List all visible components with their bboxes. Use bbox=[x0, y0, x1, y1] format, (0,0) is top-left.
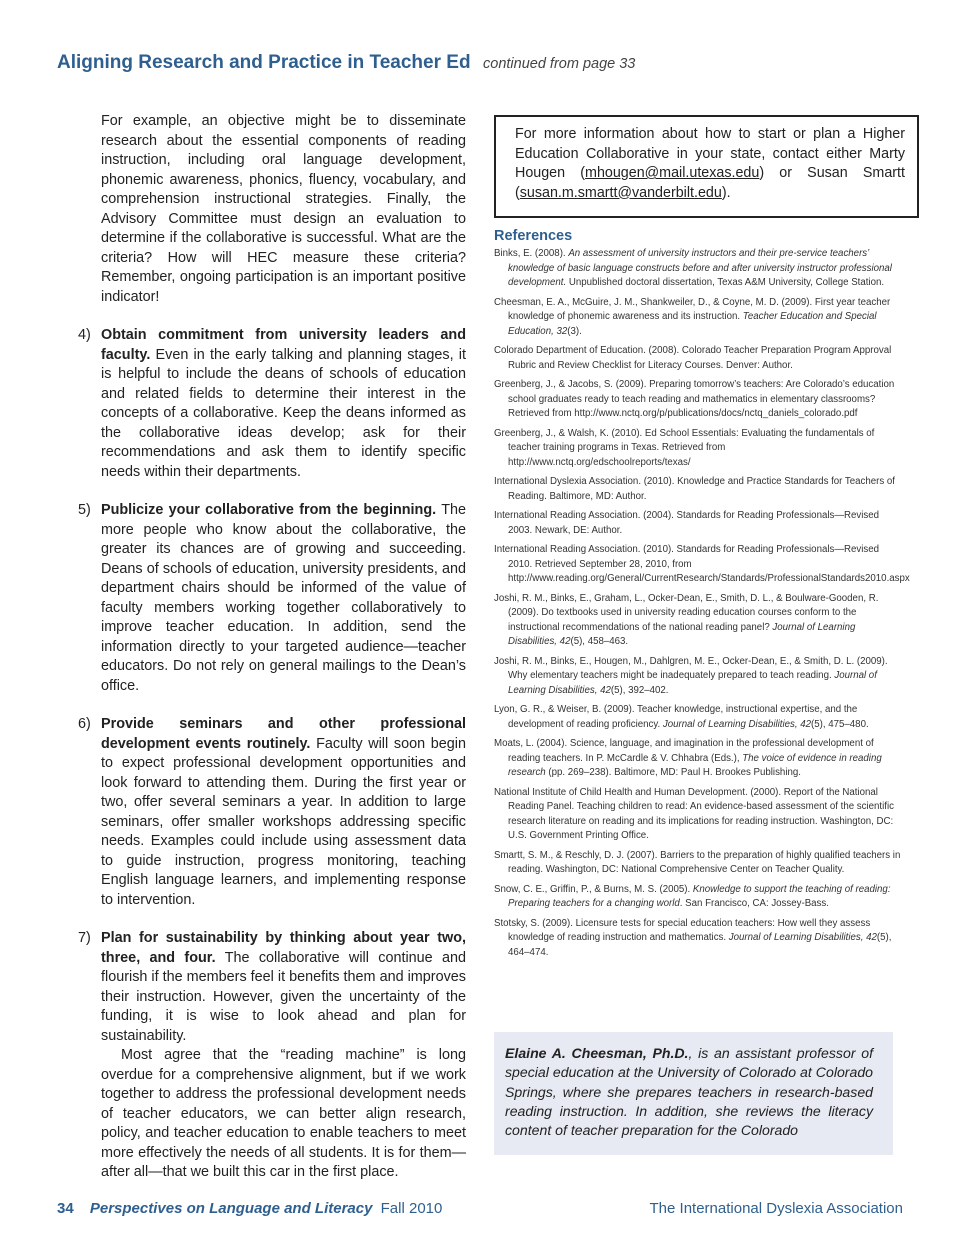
list-item-heading: Plan for sustainability by thinking about year two, three, and four. bbox=[101, 930, 466, 966]
reference-text: (pp. 269–238). Baltimore, MD: Paul H. Brookes Publishing. bbox=[545, 767, 801, 778]
reference-title: Journal of Learning Disabilities, 42 bbox=[508, 621, 856, 647]
email-link-hougen[interactable]: mhougen@mail.utexas.edu bbox=[585, 165, 760, 181]
info-text: For more information about how to start or plan a Higher Education Collaborative in your state, contact either Marty Hougen ( bbox=[515, 126, 905, 181]
reference-entry bbox=[494, 344, 902, 373]
intro-paragraph: For example, an objective might be to disseminate research about the essential components of reading instruction, including oral language development, phonemic awareness, phonics, fluency, vocabulary, and comprehension instructional strategies. Finally, the Advisory Committee must design an evaluation to determine if the collaborative is successful. What are the criteria? How will HEC measure these criteria? Remember, ongoing participation is an important positive indicator! bbox=[101, 113, 466, 305]
reference-text: (3). bbox=[567, 325, 582, 337]
list-item-body: Even in the early talking and planning stages, it is helpful to include the deans of schools of education and related fields to determine their interest in the concepts of a collaborative. Keep the deans informed as the collaborative ideas develop; ask for their recommendations and ask them to identify specific needs within their departments. bbox=[101, 346, 466, 480]
reference-entry bbox=[494, 655, 902, 699]
reference-text: Lyon, G. R., & Weiser, B. (2009). Teacher knowledge, instructional expertise, and the development of reading proficiency. bbox=[494, 704, 858, 730]
reference-text: National Institute of Child Health and Human Development. (2000). Report of the National Reading Panel. Teaching children to read: An evidence-based assessment of the scientific research literature on reading and its implications for reading instruction. Washington, DC: U.S. Government Printing Office. bbox=[494, 786, 894, 841]
bio-text: , is an assistant professor of special education at the University of Colorado at Colorado Springs, where she prepares teachers in research-based reading instruction. In addition, she reviews the literacy content of teacher preparation for the Colorado bbox=[505, 1045, 873, 1139]
author-bio bbox=[494, 1032, 893, 1155]
list-item-body: The more people who know about the collaborative, the greater its chances are of growing and succeeding. Deans of schools of education, university presidents, and department chairs should be informed of the value of faculty members working together collaboratively to improve teacher education. In addition, send the information directly to your targeted audience—teacher educators. Do not rely on general mailings to the Dean’s office. bbox=[101, 502, 466, 694]
reference-text: Cheesman, E. A., McGuire, J. M., Shankweiler, D., & Coyne, M. D. (2009). First year teacher knowledge of phonemic awareness and its instruction. bbox=[494, 296, 891, 322]
reference-text: (5), 464–474. bbox=[508, 932, 892, 958]
page-footer bbox=[57, 1200, 903, 1217]
reference-text: Stotsky, S. (2009). Licensure tests for special education teachers: How well they assess knowledge of reading instruction and mathematics. bbox=[494, 917, 871, 943]
list-item bbox=[70, 715, 466, 910]
list-number: 4) bbox=[78, 327, 91, 343]
page-number: 34 bbox=[57, 1200, 74, 1217]
reference-text: Moats, L. (2004). Science, language, and imagination in the professional development of reading teachers. In P. McCardle & V. Chhabra (Eds.), bbox=[494, 738, 874, 764]
reference-text: Joshi, R. M., Binks, E., Graham, L., Ocker-Dean, E., Smith, D. L., & Boulware-Gooden, R. (2009). Do textbooks used in university reading education courses conform to the instructional recommendations of the national reading panel? bbox=[494, 592, 879, 633]
reference-text: Greenberg, J., & Jacobs, S. (2009). Preparing tomorrow’s teachers: Are Colorado’s education school graduates ready to teach reading and mathematics in elementary classrooms? Retrieved from http://www.nctq.org/p/publications/docs/nctq_daniels_colorado.pdf bbox=[494, 379, 895, 419]
reference-title: Journal of Learning Disabilities, 42 bbox=[728, 932, 877, 943]
author-name: Elaine A. Cheesman, Ph.D. bbox=[505, 1045, 689, 1061]
running-header bbox=[57, 52, 635, 74]
reference-entry bbox=[494, 509, 902, 538]
reference-text: Greenberg, J., & Walsh, K. (2010). Ed School Essentials: Evaluating the fundamentals of teacher training programs in Texas. Retrieved from http://www.nctq.org/edschoolreports/texas/ bbox=[494, 427, 875, 468]
list-item-heading: Obtain commitment from university leaders and faculty. bbox=[101, 327, 466, 363]
reference-text: International Reading Association. (2010). Standards for Reading Professionals—Revised 2010. Retrieved September 28, 2010, from http://www.reading.org/General/CurrentResearch/Standards/ProfessionalStandards2010.aspx bbox=[494, 544, 910, 584]
reference-title: Journal of Learning Disabilities, 42 bbox=[508, 670, 877, 696]
left-column bbox=[70, 112, 466, 1183]
article-title: Aligning Research and Practice in Teacher Ed bbox=[57, 52, 471, 73]
reference-entry bbox=[494, 296, 902, 340]
issue-season: Fall 2010 bbox=[380, 1200, 443, 1217]
reference-entry bbox=[494, 849, 902, 878]
reference-text: Smartt, S. M., & Reschly, D. J. (2007). Barriers to the preparation of highly qualified teachers in reading. Washington, DC: National Comprehensive Center on Teacher Quality. bbox=[494, 849, 901, 875]
reference-title: The voice of evidence in reading research bbox=[508, 752, 882, 778]
reference-entry bbox=[494, 703, 902, 732]
reference-entry bbox=[494, 543, 910, 587]
reference-text: International Dyslexia Association. (2010). Knowledge and Practice Standards for Teachers of Reading. Baltimore, MD: Author. bbox=[494, 476, 896, 502]
info-text: ) or Susan Smartt ( bbox=[515, 165, 905, 201]
reference-entry bbox=[494, 378, 902, 422]
reference-text: (5), 392–402. bbox=[610, 684, 669, 696]
reference-entry bbox=[494, 883, 902, 912]
reference-text: Joshi, R. M., Binks, E., Hougen, M., Dahlgren, M. E., Ocker-Dean, E., & Smith, D. L. (2009). Why elementary teachers might be inadequately prepared to teach reading. bbox=[494, 655, 888, 681]
list-item bbox=[70, 501, 466, 696]
list-item bbox=[70, 326, 466, 482]
reference-title: Journal of Learning Disabilities, 42 bbox=[662, 718, 812, 730]
reference-entry bbox=[494, 427, 902, 471]
references-heading: References bbox=[494, 228, 573, 244]
reference-text: Colorado Department of Education. (2008). Colorado Teacher Preparation Program Approval Rubric and Review Checklist for Literacy Courses. Denver: Author. bbox=[494, 345, 892, 371]
continued-note: continued from page 33 bbox=[483, 56, 636, 72]
reference-text: International Reading Association. (2004). Standards for Reading Professionals—Revised 2003. Newark, DE: Author. bbox=[494, 510, 880, 536]
info-text: ). bbox=[721, 184, 731, 201]
reference-entry bbox=[494, 917, 902, 961]
reference-text: . San Francisco, CA: Jossey-Bass. bbox=[679, 898, 829, 909]
reference-list bbox=[494, 247, 910, 960]
references-section bbox=[494, 228, 910, 965]
reference-title: Teacher Education and Special Education, 32 bbox=[508, 311, 877, 337]
reference-text: (5), 458–463. bbox=[570, 636, 629, 647]
reference-entry bbox=[494, 786, 902, 844]
list-number: 6) bbox=[78, 716, 91, 732]
reference-entry bbox=[494, 737, 902, 781]
list-item-heading: Provide seminars and other professional development events routinely. bbox=[101, 716, 466, 752]
contact-info-box bbox=[494, 115, 919, 218]
list-number: 7) bbox=[78, 930, 91, 946]
list-item-body: Faculty will soon begin to expect professional development opportunities and look forward to attending them. During the first year or two, offer several seminars a year. In addition to large seminars, offer smaller workshops addressing specific needs. Examples could include using assessment data to guide instruction, progress monitoring, teaching English language learners, and implementing response to intervention. bbox=[101, 735, 466, 908]
reference-text: Unpublished doctoral dissertation, Texas A&M University, College Station. bbox=[566, 277, 885, 288]
reference-text: (5), 475–480. bbox=[811, 718, 869, 730]
reference-title: Knowledge to support the teaching of reading: Preparing teachers for a changing world bbox=[508, 883, 891, 909]
list-item bbox=[70, 929, 466, 1183]
list-item-body: The collaborative will continue and flourish if the members feel it benefits them and improves their instruction. However, given the uncertainty of the funding, it is wise to look ahead and plan for sustainability. bbox=[101, 949, 466, 1044]
publication-title: Perspectives on Language and Literacy bbox=[89, 1200, 373, 1217]
reference-entry bbox=[494, 475, 902, 504]
reference-text: Binks, E. (2008). bbox=[494, 248, 569, 259]
email-link-smartt[interactable]: susan.m.smartt@vanderbilt.edu bbox=[519, 184, 722, 201]
organization-name: The International Dyslexia Association bbox=[649, 1200, 903, 1217]
list-item-heading: Publicize your collaborative from the beginning. bbox=[101, 502, 437, 518]
reference-text: Snow, C. E., Griffin, P., & Burns, M. S. (2005). bbox=[494, 883, 693, 895]
reference-entry bbox=[494, 592, 902, 650]
list-number: 5) bbox=[78, 502, 91, 518]
closing-paragraph: Most agree that the “reading machine” is long overdue for a comprehensive alignment, but if we work together to address the professional development needs of teacher educators, we can better align research, policy, and teacher education to enable teachers to meet more effectively the needs of all students. It is for them—after all—that we built this car in the first place. bbox=[101, 1047, 466, 1180]
reference-entry bbox=[494, 247, 902, 291]
reference-title: An assessment of university instructors and their pre-service teachers’ knowledge of basic language constructs before and after university instructor professional development. bbox=[508, 248, 892, 288]
